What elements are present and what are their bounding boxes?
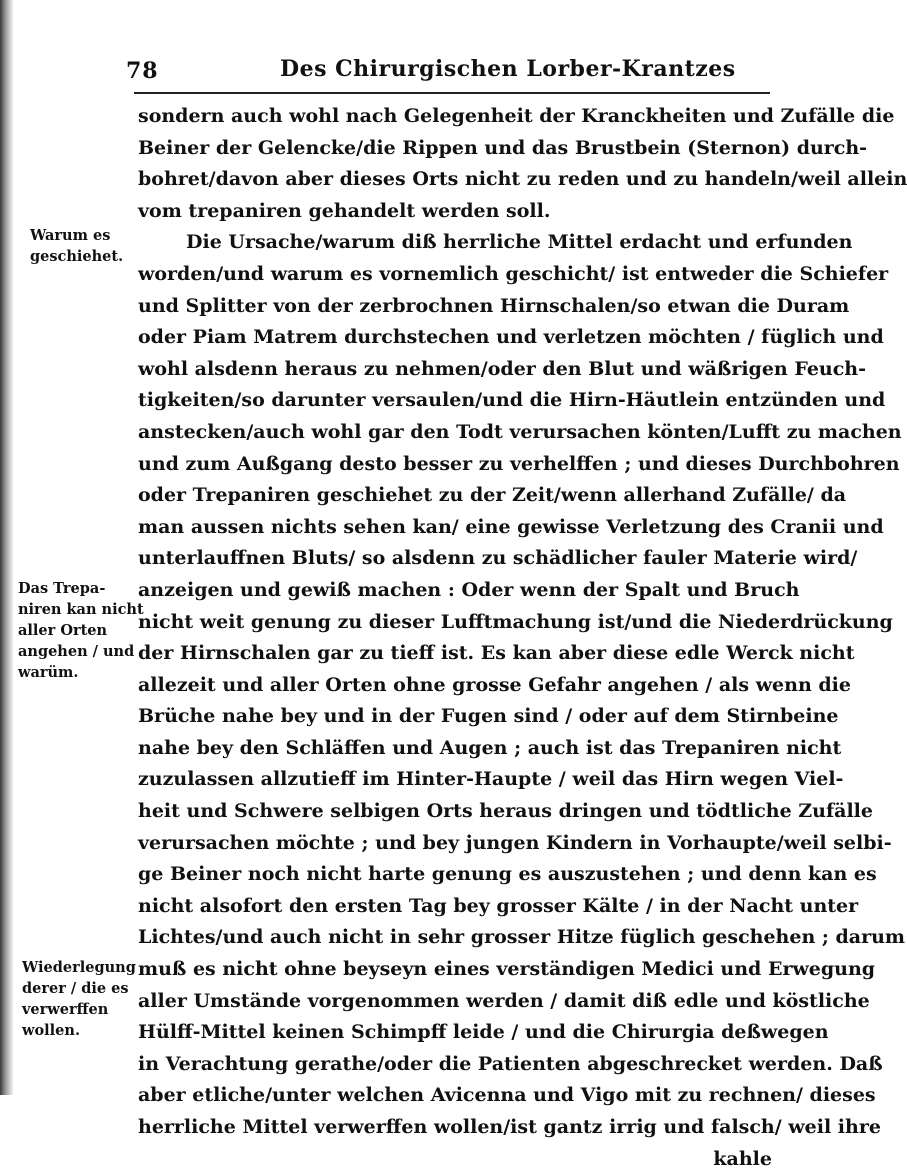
running-title: Des Chirurgischen Lorber-Krantzes [280,56,736,82]
main-text-block [138,101,907,1175]
margin-note-line: wollen. [22,1022,80,1039]
text-line: nicht alsofort den ersten Tag bey grosser Kälte / in der Nacht unter [138,894,859,917]
margin-note-wiederlegung [22,957,136,1041]
margin-note-line: geschiehet. [30,248,124,265]
text-line: vom trepaniren gehandelt werden soll. [138,199,551,222]
text-line: Brüche nahe bey und in der Fugen sind / oder auf dem Stirnbeine [138,705,839,728]
margin-note-line: verwerffen [22,1001,109,1018]
margin-note-line: derer / die es [22,980,129,997]
text-line: nicht weit genung zu dieser Lufftmachung ist/und die Niederdrückung [138,610,893,633]
text-line: aber etliche/unter welchen Avicenna und Vigo mit zu rechnen/ dieses [138,1084,876,1107]
margin-note-line: angehen / und [18,643,135,660]
text-line: allezeit und aller Orten ohne grosse Gefahr angehen / als wenn die [138,673,851,696]
text-line: und Splitter von der zerbrochnen Hirnschalen/so etwan die Duram [138,294,850,317]
text-line: anzeigen und gewiß machen : Oder wenn der Spalt und Bruch [138,578,800,601]
text-line: zuzulassen allzutieff im Hinter-Haupte / weil das Hirn wegen Viel- [138,768,844,791]
text-line: und zum Außgang desto besser zu verhelffen ; und dieses Durchbohren [138,452,900,475]
page-number: 78 [126,58,159,84]
text-line: wohl alsdenn heraus zu nehmen/oder den Blut und wäßrigen Feuch- [138,357,866,380]
text-line: man aussen nichts sehen kan/ eine gewisse Verletzung des Cranii und [138,515,884,538]
text-line: verursachen möchte ; und bey jungen Kindern in Vorhaupte/weil selbi- [138,831,892,854]
margin-note-line: Wiederlegung [22,959,136,976]
text-line: tigkeiten/so darunter versaulen/und die Hirn-Häutlein entzünden und [138,389,886,412]
margin-note-line: warüm. [18,664,79,681]
margin-note-line: Warum es [30,227,111,244]
text-line: muß es nicht ohne beyseyn eines verständigen Medici und Erwegung [138,958,876,981]
margin-note-line: Das Trepa- [18,580,106,597]
margin-note-warum [30,225,123,267]
text-line: sondern auch wohl nach Gelegenheit der Kranckheiten und Zufälle die [138,105,895,127]
text-line: worden/und warum es vornemlich geschicht/ ist entweder die Schiefer [138,262,889,285]
text-line: in Verachtung gerathe/oder die Patienten abgeschrecket werden. Daß [138,1052,883,1075]
text-line: bohret/davon aber dieses Orts nicht zu reden und zu handeln/weil allein [138,168,907,191]
text-line: Hülff-Mittel keinen Schimpff leide / und die Chirurgia deßwegen [138,1021,829,1044]
header-rule [134,92,770,94]
text-line: aller Umstände vorgenommen werden / damit diß edle und köstliche [138,989,870,1012]
text-line: der Hirnschalen gar zu tieff ist. Es kan aber diese edle Werck nicht [138,642,855,665]
text-line: Beiner der Gelencke/die Rippen und das Brustbein (Sternon) durch- [138,136,868,159]
text-line: ge Beiner noch nicht harte genung es auszustehen ; und denn kan es [138,863,877,886]
margin-note-trepaniren [18,578,144,683]
text-line: herrliche Mittel verwerffen wollen/ist gantz irrig und falsch/ weil ihre [138,1116,881,1138]
margin-note-line: niren kan nicht [18,601,144,618]
text-line: nahe bey den Schläffen und Augen ; auch ist das Trepaniren nicht [138,736,842,759]
text-line: Die Ursache/warum diß herrliche Mittel erdacht und erfunden [186,231,853,254]
text-line: oder Piam Matrem durchstechen und verletzen möchten / füglich und [138,326,884,349]
text-line: anstecken/auch wohl gar den Todt verursachen könten/Lufft zu machen [138,420,902,443]
text-line: oder Trepaniren geschiehet zu der Zeit/wenn allerhand Zufälle/ da [138,484,847,507]
text-line: unterlauffnen Bluts/ so alsdenn zu schädlicher fauler Materie wird/ [138,547,858,570]
page-gutter-shadow [0,0,14,1095]
margin-note-line: aller Orten [18,622,108,639]
catchword: kahle [713,1147,772,1170]
text-line: heit und Schwere selbigen Orts heraus dringen und tödtliche Zufälle [138,800,873,823]
text-line: Lichtes/und auch nicht in sehr grosser Hitze füglich geschehen ; darum [138,926,906,949]
